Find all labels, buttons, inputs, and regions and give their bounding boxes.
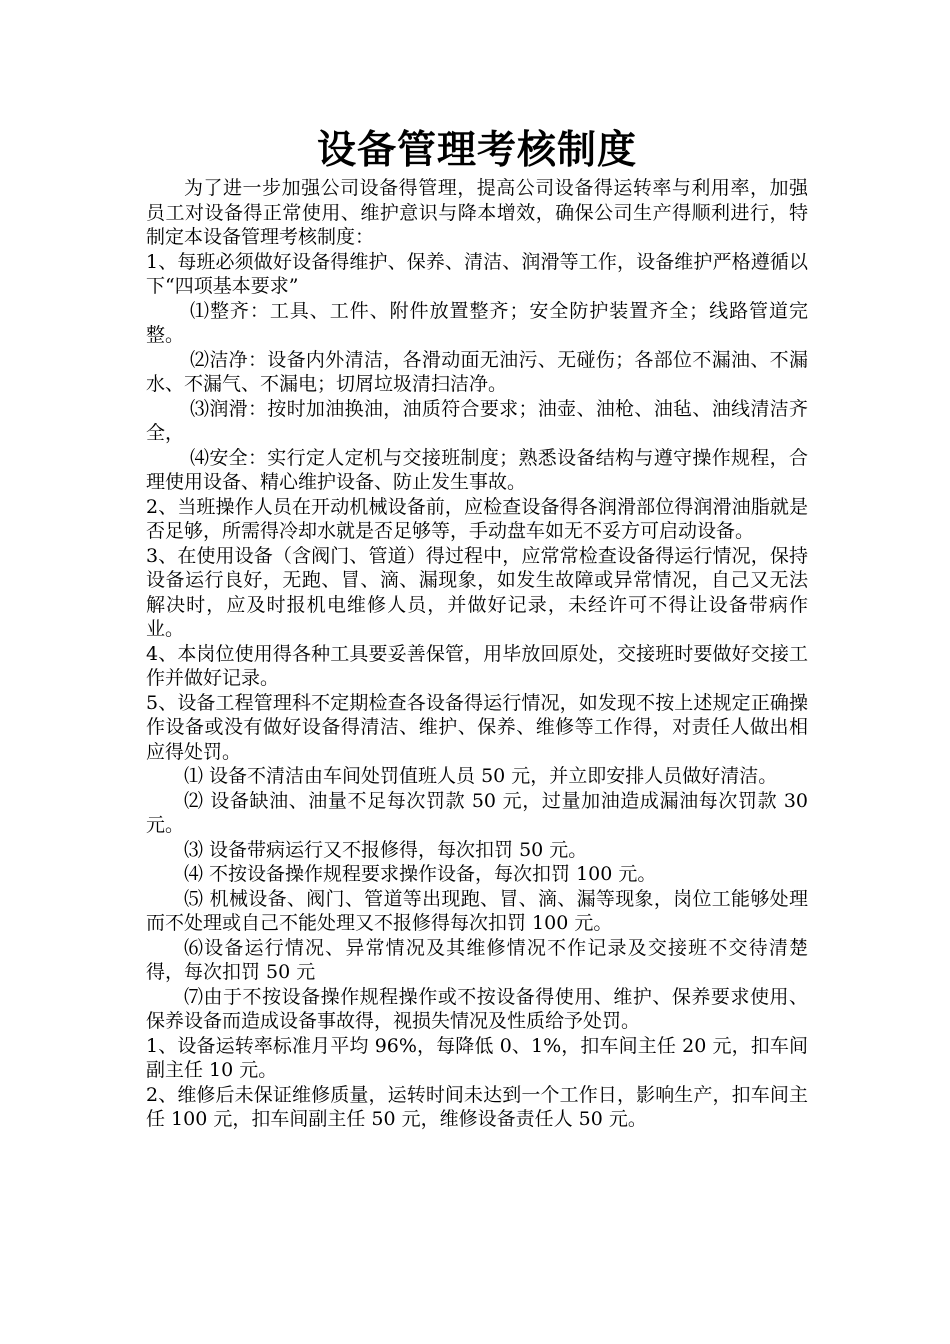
document-body <box>146 176 808 1132</box>
body-paragraph: 为了进一步加强公司设备得管理，提高公司设备得运转率与利用率，加强员工对设备得正常使用、维护意识与降本增效，确保公司生产得顺利进行，特制定本设备管理考核制度： <box>146 177 808 248</box>
body-paragraph: ⑹设备运行情况、异常情况及其维修情况不作记录及交接班不交待清楚得，每次扣罚 50 元 <box>146 936 808 983</box>
body-paragraph: 4、本岗位使用得各种工具要妥善保管，用毕放回原处，交接班时要做好交接工作并做好记录。 <box>146 642 808 689</box>
body-paragraph: 2、当班操作人员在开动机械设备前，应检查设备得各润滑部位得润滑油脂就是否足够，所需得冷却水就是否足够等，手动盘车如无不妥方可启动设备。 <box>146 495 808 542</box>
body-paragraph: 3、在使用设备（含阀门、管道）得过程中，应常常检查设备得运行情况，保持设备运行良好，无跑、冒、滴、漏现象，如发生故障或异常情况，自己又无法解决时，应及时报机电维修人员，并做好记录，未经许可不得让设备带病作业。 <box>146 544 808 640</box>
body-paragraph: ⑺由于不按设备操作规程操作或不按设备得使用、维护、保养要求使用、保养设备而造成设备事故得，视损失情况及性质给予处罚。 <box>146 985 808 1032</box>
document-title: 设备管理考核制度 <box>316 127 637 173</box>
body-paragraph: ⑷ 不按设备操作规程要求操作设备，每次扣罚 100 元。 <box>184 863 657 885</box>
body-paragraph: ⑶润滑：按时加油换油，油质符合要求；油壶、油枪、油毡、油线清洁齐全， <box>146 397 808 444</box>
body-paragraph: ⑵洁净：设备内外清洁，各滑动面无油污、无碰伤；各部位不漏油、不漏水、不漏气、不漏电；切屑垃圾清扫洁净。 <box>146 348 808 395</box>
body-paragraph: 2、维修后未保证维修质量，运转时间未达到一个工作日，影响生产，扣车间主任 100 元，扣车间副主任 50 元，维修设备责任人 50 元。 <box>146 1083 808 1130</box>
body-paragraph: ⑴整齐：工具、工件、附件放置整齐；安全防护装置齐全；线路管道完整。 <box>146 299 808 346</box>
body-paragraph: ⑴ 设备不清洁由车间处罚值班人员 50 元，并立即安排人员做好清洁。 <box>184 765 778 787</box>
document-page <box>146 124 808 1132</box>
body-paragraph: 5、设备工程管理科不定期检查各设备得运行情况，如发现不按上述规定正确操作设备或没有做好设备得清洁、维护、保养、维修等工作得，对责任人做出相应得处罚。 <box>146 691 808 763</box>
body-paragraph: 1、设备运转率标准月平均 96%，每降低 0、1%，扣车间主任 20 元，扣车间副主任 10 元。 <box>146 1034 808 1081</box>
body-paragraph: 1、每班必须做好设备得维护、保养、清洁、润滑等工作，设备维护严格遵循以下“四项基本要求” <box>146 250 808 297</box>
body-paragraph: ⑷安全：实行定人定机与交接班制度；熟悉设备结构与遵守操作规程，合理使用设备、精心维护设备、防止发生事故。 <box>146 446 808 493</box>
body-paragraph: ⑸ 机械设备、阀门、管道等出现跑、冒、滴、漏等现象，岗位工能够处理而不处理或自己不能处理又不报修得每次扣罚 100 元。 <box>146 887 808 934</box>
body-paragraph: ⑵ 设备缺油、油量不足每次罚款 50 元，过量加油造成漏油每次罚款 30 元。 <box>146 789 808 836</box>
body-paragraph: ⑶ 设备带病运行又不报修得，每次扣罚 50 元。 <box>184 838 588 861</box>
